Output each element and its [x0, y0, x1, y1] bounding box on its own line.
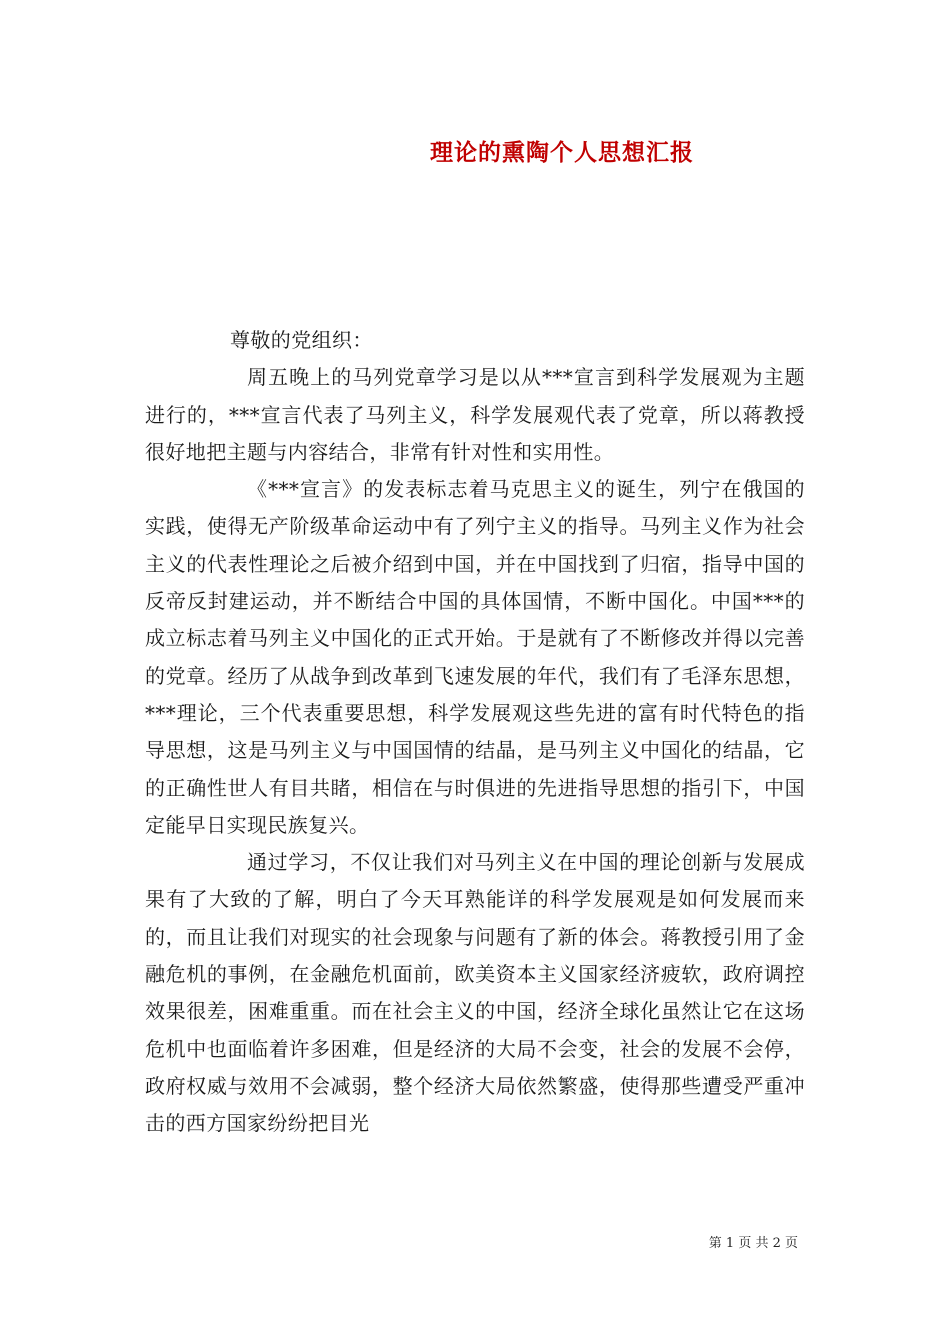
paragraph: 《***宣言》的发表标志着马克思主义的诞生，列宁在俄国的实践，使得无产阶级革命运动中有了列宁主义的指导。马列主义作为社会主义的代表性理论之后被介绍到中国，并在中国找到了归宿，指导中国的反帝反封建运动，并不断结合中国的具体国情，不断中国化。中国***的成立标志着马列主义中国化的正式开始。于是就有了不断修改并得以完善的党章。经历了从战争到改革到飞速发展的年代，我们有了毛泽东思想，***理论，三个代表重要思想，科学发展观这些先进的富有时代特色的指导思想，这是马列主义与中国国情的结晶，是马列主义中国化的结晶，它的正确性世人有目共睹，相信在与时俱进的先进指导思想的指引下，中国定能早日实现民族复兴。	[145, 477, 805, 837]
paragraph: 周五晚上的马列党章学习是以从***宣言到科学发展观为主题进行的，***宣言代表了马列主义，科学发展观代表了党章，所以蒋教授很好地把主题与内容结合，非常有针对性和实用性。	[145, 365, 805, 464]
document-body	[145, 322, 805, 1143]
salutation: 尊敬的党组织：	[230, 328, 373, 352]
document-title: 理论的熏陶个人思想汇报	[430, 139, 694, 166]
page-number-footer: 第 1 页 共 2 页	[708, 1236, 798, 1251]
paragraph: 通过学习，不仅让我们对马列主义在中国的理论创新与发展成果有了大致的了解，明白了今天耳熟能详的科学发展观是如何发展而来的，而且让我们对现实的社会现象与问题有了新的体会。蒋教授引用了金融危机的事例，在金融危机面前，欧美资本主义国家经济疲软，政府调控效果很差，困难重重。而在社会主义的中国，经济全球化虽然让它在这场危机中也面临着许多困难，但是经济的大局不会变，社会的发展不会停，政府权威与效用不会减弱，整个经济大局依然繁盛，使得那些遭受严重冲击的西方国家纷纷把目光	[145, 850, 805, 1136]
